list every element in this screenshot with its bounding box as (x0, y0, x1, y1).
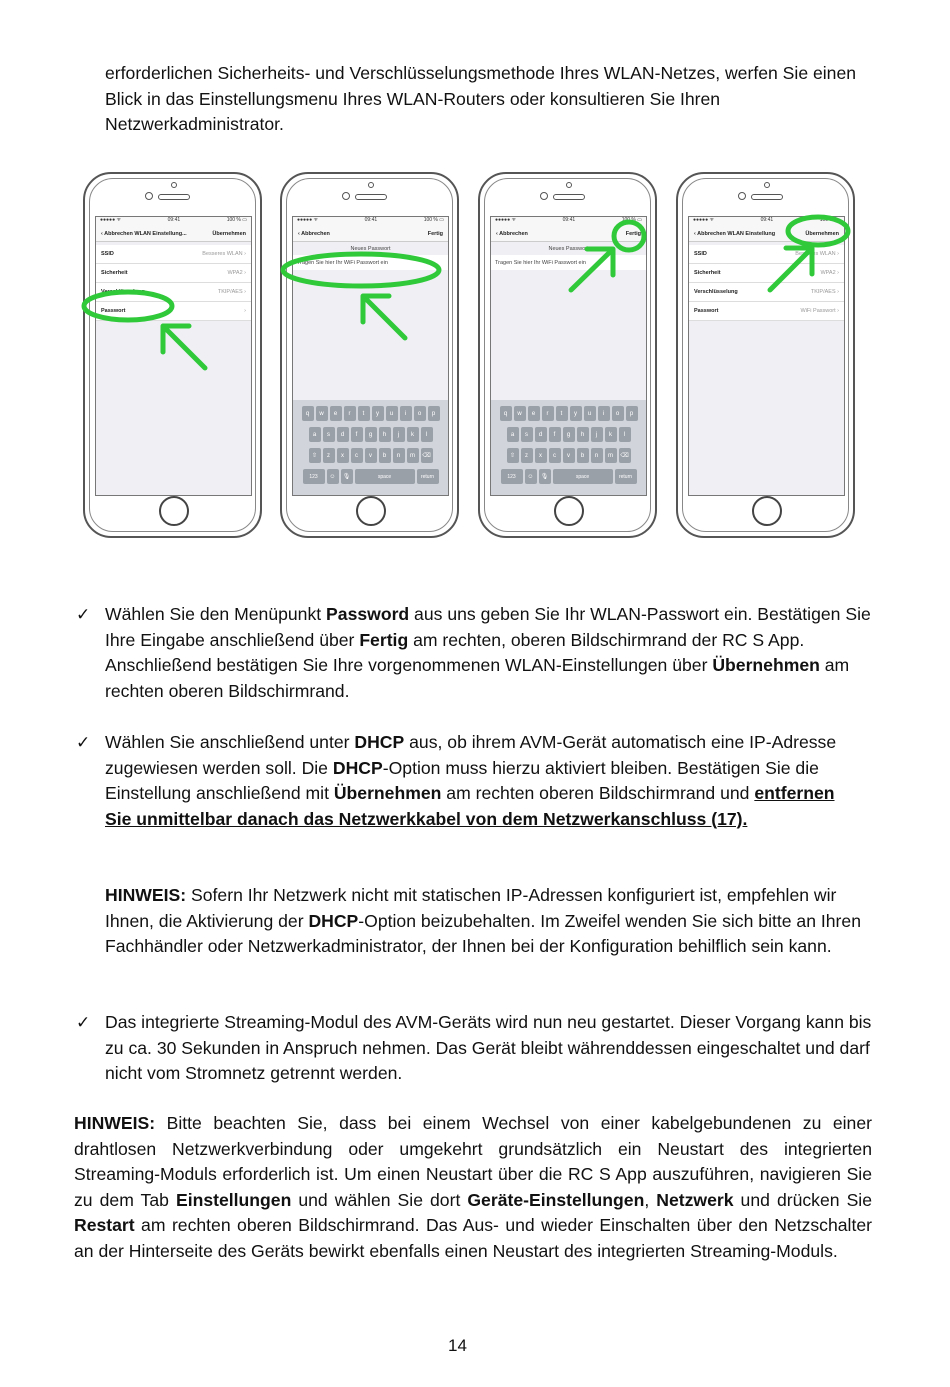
phone-screenshot-4 (676, 172, 855, 538)
checkmark-icon: ✓ (76, 605, 91, 624)
settings-row-security[interactable]: Sicherheit WPA2 › (96, 264, 251, 283)
done-button[interactable]: Fertig (427, 230, 443, 237)
keyboard-key[interactable]: q (302, 406, 314, 421)
keyboard[interactable]: q w e r t y u i o p a s d f g h j k l ⇧ z x c v b n m ⌫ 123 ☺ 🎙 space return (293, 400, 448, 495)
keyboard-key[interactable]: ⇧ (507, 448, 519, 463)
keyboard-key[interactable]: y (372, 406, 384, 421)
keyboard-key[interactable]: o (612, 406, 624, 421)
settings-row-password[interactable]: Passwort WiFi Passwort › (689, 302, 844, 321)
keyboard-key[interactable]: l (619, 427, 631, 442)
keyboard-key[interactable]: a (309, 427, 321, 442)
phone-screenshot-2 (280, 172, 459, 538)
keyboard-key[interactable]: u (584, 406, 596, 421)
cancel-button[interactable]: ‹ Abbrechen (298, 230, 330, 237)
keyboard-key[interactable]: b (577, 448, 589, 463)
settings-row-ssid[interactable]: SSID Besseres WLAN › (96, 245, 251, 264)
app-screen-new-password-done: ●●●●● ᯤ 09:41 100 % ▭ ‹ Abbrechen Fertig Neues Passwort Tragen Sie hier Ihr WiFi Passwort ein q w e r t y u i o p a s d f g h j k l ⇧ z x c v b n m ⌫ 123 ☺ 🎙 space return (490, 216, 647, 496)
checkmark-icon: ✓ (76, 1013, 91, 1032)
keyboard-key[interactable]: z (323, 448, 335, 463)
keyboard-key[interactable]: t (556, 406, 568, 421)
home-button-icon (356, 496, 386, 526)
apply-button[interactable]: Übernehmen (805, 230, 839, 237)
checkmark-icon: ✓ (76, 733, 91, 752)
back-button[interactable]: ‹ Abbrechen WLAN Einstellung (694, 230, 776, 237)
keyboard-key[interactable]: t (358, 406, 370, 421)
bullet-3: Das integrierte Streaming-Modul des AVM-Geräts wird nun neu gestartet. Dieser Vorgang kann bis zu ca. 30 Sekunden in Anspruch nehmen. Das Gerät bleibt währenddessen eingeschaltet und darf nicht vom Stromnetz getrennt werden. (105, 1012, 872, 1083)
keyboard-key[interactable]: m (407, 448, 419, 463)
app-screen-wlan-settings: ●●●●● ᯤ 09:41 100 % ▭ ‹ Abbrechen WLAN Einstellung... Übernehmen SSID Besseres WLAN › Sicherheit WPA2 › Verschlüsselung TKIP/AES › Passwort › (95, 216, 252, 496)
keyboard-key[interactable]: j (393, 427, 405, 442)
app-screen-wlan-settings-filled: ●●●●● ᯤ 09:41 100 % ▭ ‹ Abbrechen WLAN Einstellung Übernehmen SSID Besseres WLAN › Sicherheit WPA2 › Verschlüsselung TKIP/AES › Passwort WiFi Passwort › (688, 216, 845, 496)
keyboard-key[interactable]: d (337, 427, 349, 442)
keyboard-key[interactable]: i (400, 406, 412, 421)
home-button-icon (159, 496, 189, 526)
keyboard-key[interactable]: c (351, 448, 363, 463)
keyboard-key[interactable]: q (500, 406, 512, 421)
keyboard-key[interactable]: ⇧ (309, 448, 321, 463)
keyboard-key[interactable]: ⌫ (619, 448, 631, 463)
keyboard-key[interactable]: g (563, 427, 575, 442)
keyboard[interactable]: q w e r t y u i o p a s d f g h j k l ⇧ z x c v b n m ⌫ 123 ☺ 🎙 space return (491, 400, 646, 495)
keyboard-key[interactable]: l (421, 427, 433, 442)
keyboard-key[interactable]: k (605, 427, 617, 442)
keyboard-key[interactable]: x (337, 448, 349, 463)
done-button[interactable]: Fertig (625, 230, 641, 237)
keyboard-key[interactable]: b (379, 448, 391, 463)
keyboard-key[interactable]: u (386, 406, 398, 421)
keyboard-key[interactable]: f (549, 427, 561, 442)
keyboard-key[interactable]: s (521, 427, 533, 442)
keyboard-key[interactable]: i (598, 406, 610, 421)
keyboard-key[interactable]: j (591, 427, 603, 442)
keyboard-key[interactable]: h (577, 427, 589, 442)
keyboard-key[interactable]: e (528, 406, 540, 421)
phone-screenshot-3 (478, 172, 657, 538)
settings-row-security[interactable]: Sicherheit WPA2 › (689, 264, 844, 283)
keyboard-key[interactable]: p (428, 406, 440, 421)
keyboard-key[interactable]: f (351, 427, 363, 442)
keyboard-key[interactable]: c (549, 448, 561, 463)
keyboard-key[interactable]: n (591, 448, 603, 463)
keyboard-key[interactable]: ⌫ (421, 448, 433, 463)
keyboard-key[interactable]: m (605, 448, 617, 463)
keyboard-key[interactable]: r (344, 406, 356, 421)
settings-row-password[interactable]: Passwort › (96, 302, 251, 321)
keyboard-key[interactable]: g (365, 427, 377, 442)
password-input[interactable]: Tragen Sie hier Ihr WiFi Passwort ein (491, 255, 646, 270)
keyboard-key[interactable]: s (323, 427, 335, 442)
keyboard-key[interactable]: v (365, 448, 377, 463)
home-button-icon (752, 496, 782, 526)
page-number: 14 (448, 1336, 467, 1355)
app-screen-new-password: ●●●●● ᯤ 09:41 100 % ▭ ‹ Abbrechen Fertig Neues Passwort Tragen Sie hier Ihr WiFi Passwort ein q w e r t y u i o p a s d f g h j k l ⇧ z x c v b n m ⌫ 123 ☺ 🎙 space return (292, 216, 449, 496)
phone-screenshot-1 (83, 172, 262, 538)
apply-button[interactable]: Übernehmen (212, 230, 246, 237)
keyboard-key[interactable]: v (563, 448, 575, 463)
hint-note-restart: HINWEIS: Bitte beachten Sie, dass bei einem Wechsel von einer kabelgebundenen zu einer drahtlosen Netzwerkverbindung oder umgekehrt grundsätzlich ein Neustart des integrierten Streaming-Moduls erforderlich ist. Um einen Neustart über die RC S App auszuführen, navigieren Sie zu dem Tab Einstellungen und wählen Sie dort Geräte-Einstellungen, Netzwerk und drücken Sie Restart am rechten oberen Bildschirmrand. Das Aus- und wieder Einschalten über den Netzschalter an der Hinterseite des Geräts bewirkt ebenfalls einen Neustart des integrierten Streaming-Moduls. (74, 1113, 872, 1261)
keyboard-key[interactable]: a (507, 427, 519, 442)
keyboard-key[interactable]: w (316, 406, 328, 421)
keyboard-key[interactable]: k (407, 427, 419, 442)
keyboard-key[interactable]: z (521, 448, 533, 463)
keyboard-key[interactable]: e (330, 406, 342, 421)
settings-row-encryption[interactable]: Verschlüsselung TKIP/AES › (96, 283, 251, 302)
back-button[interactable]: ‹ Abbrechen WLAN Einstellung... (101, 230, 187, 237)
keyboard-key[interactable]: x (535, 448, 547, 463)
hint-note-dhcp: HINWEIS: Sofern Ihr Netzwerk nicht mit statischen IP-Adressen konfiguriert ist, empfehlen wir Ihnen, die Aktivierung der DHCP-Option beizubehalten. Im Zweifel wenden Sie sich bitte an Ihren Fachhändler oder Netzwerkadministrator, der Ihnen bei der Konfiguration behilflich sein kann. (105, 885, 861, 956)
keyboard-key[interactable]: n (393, 448, 405, 463)
keyboard-key[interactable]: h (379, 427, 391, 442)
bullet-1: Wählen Sie den Menüpunkt Password aus uns geben Sie Ihr WLAN-Passwort ein. Bestätigen Sie Ihre Eingabe anschließend über Fertig am rechten, oberen Bildschirmrand der RC S App. Anschließend bestätigen Sie Ihre vorgenommenen WLAN-Einstellungen über Übernehmen am rechten oberen Bildschirmrand. (105, 604, 871, 701)
keyboard-key[interactable]: d (535, 427, 547, 442)
keyboard-key[interactable]: y (570, 406, 582, 421)
keyboard-key[interactable]: o (414, 406, 426, 421)
cancel-button[interactable]: ‹ Abbrechen (496, 230, 528, 237)
home-button-icon (554, 496, 584, 526)
keyboard-key[interactable]: r (542, 406, 554, 421)
settings-row-encryption[interactable]: Verschlüsselung TKIP/AES › (689, 283, 844, 302)
intro-paragraph: erforderlichen Sicherheits- und Verschlüsselungsmethode Ihres WLAN-Netzes, werfen Sie einen Blick in das Einstellungsmenu Ihres WLAN-Routers oder konsultieren Sie Ihren Netzwerkadministrator. (105, 63, 857, 134)
keyboard-key[interactable]: w (514, 406, 526, 421)
password-input[interactable]: Tragen Sie hier Ihr WiFi Passwort ein (293, 255, 448, 270)
bullet-2: Wählen Sie anschließend unter DHCP aus, ob ihrem AVM-Gerät automatisch eine IP-Adresse zugewiesen werden soll. Die DHCP-Option muss hierzu aktiviert bleiben. Bestätigen Sie die Einstellung anschließend mit Übernehmen am rechten oberen Bildschirmrand und entfernen Sie unmittelbar danach das Netzwerkkabel von dem Netzwerkanschluss (17). (105, 732, 837, 829)
keyboard-key[interactable]: p (626, 406, 638, 421)
settings-row-ssid[interactable]: SSID Besseres WLAN › (689, 245, 844, 264)
